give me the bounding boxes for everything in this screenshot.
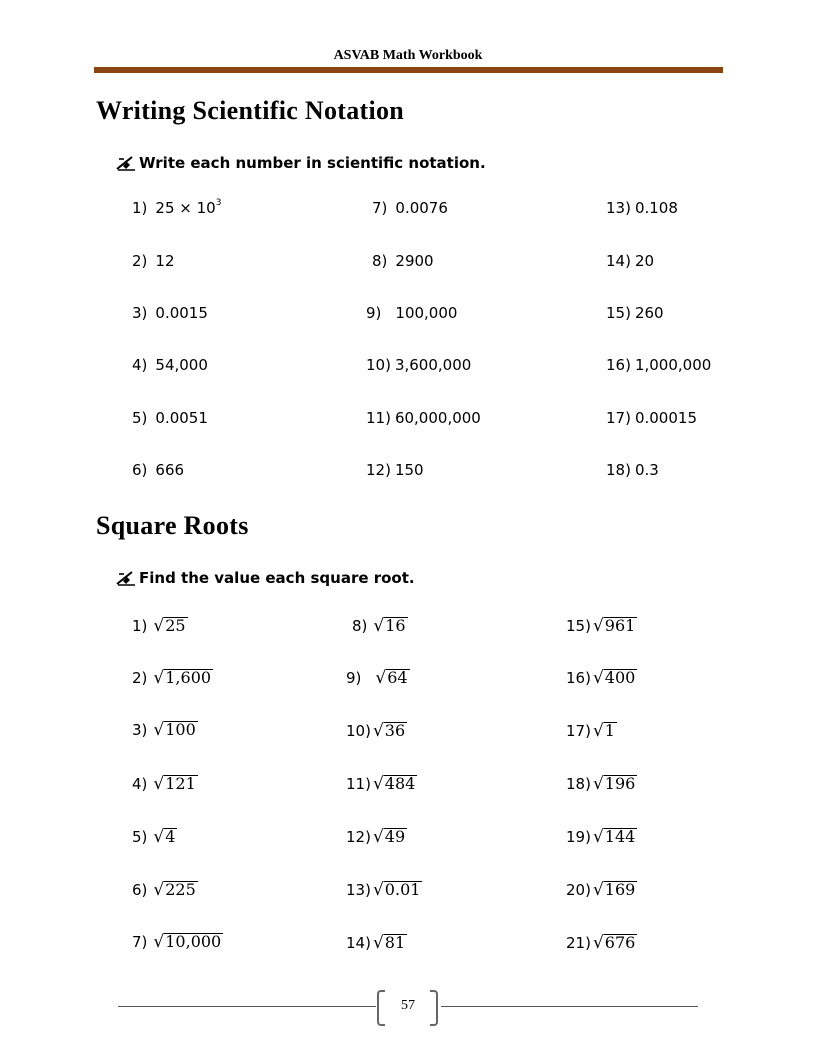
- problem-value: 54,000: [155, 356, 208, 374]
- page-number: 57: [401, 998, 415, 1013]
- root-problem-12: [346, 825, 407, 849]
- problem-number: 17): [606, 409, 631, 427]
- sci-problem-3: [132, 301, 208, 325]
- root-problem-13: [346, 878, 422, 902]
- problem-value: 1,000,000: [634, 356, 712, 374]
- section-title-roots: Square Roots: [96, 511, 249, 540]
- problem-number: 12): [366, 461, 391, 479]
- radical: [153, 669, 213, 687]
- radical-sign: √: [373, 615, 385, 636]
- pencil-icon: [115, 569, 137, 587]
- footer-bracket-right: [430, 990, 438, 1026]
- problem-number: 9): [346, 669, 362, 687]
- sci-problem-8: [372, 249, 434, 273]
- root-problem-20: [566, 878, 637, 902]
- sci-problem-13: [606, 196, 678, 220]
- radical: [373, 828, 407, 846]
- root-problem-2: [132, 666, 213, 690]
- root-problem-3: [132, 718, 198, 742]
- sci-problem-4: [132, 353, 208, 377]
- problem-number: 4): [132, 356, 148, 374]
- radicand: 4: [165, 827, 176, 847]
- footer-rule-right: [441, 1006, 698, 1007]
- root-problem-21: [566, 931, 637, 955]
- radical: [593, 669, 637, 687]
- problem-value: [155, 199, 221, 217]
- radical-sign: √: [375, 667, 387, 688]
- radicand: 36: [384, 721, 406, 741]
- problem-number: 16): [566, 669, 591, 687]
- root-problem-15: [566, 614, 637, 638]
- root-problem-14: [346, 931, 407, 955]
- radicand: 25: [165, 616, 186, 636]
- problem-number: 15): [566, 617, 591, 635]
- radicand: 81: [384, 933, 406, 953]
- sci-problem-9: [366, 301, 457, 325]
- radicand: 100: [165, 720, 196, 740]
- radical-sign: √: [372, 826, 384, 847]
- problem-value: 260: [634, 304, 664, 322]
- problem-value: 20: [634, 252, 655, 270]
- radical-sign: √: [592, 879, 604, 900]
- problem-number: 7): [372, 199, 388, 217]
- problem-value: 0.108: [634, 199, 678, 217]
- problem-number: 10): [346, 722, 371, 740]
- radicand: 400: [604, 668, 636, 688]
- radical: [593, 617, 637, 635]
- sci-problem-14: [606, 249, 654, 273]
- radicand: 10,000: [165, 932, 222, 952]
- problem-value: 60,000,000: [394, 409, 481, 427]
- problem-number: 13): [606, 199, 631, 217]
- root-problem-5: [132, 825, 177, 849]
- radical-sign: √: [592, 720, 604, 741]
- problem-number: 7): [132, 933, 148, 951]
- instruction-scientific: [115, 154, 486, 172]
- radical: [373, 934, 407, 952]
- problem-number: 1): [132, 617, 148, 635]
- radical: [373, 881, 422, 899]
- root-problem-18: [566, 772, 637, 796]
- sci-problem-1: [132, 196, 221, 220]
- radical: [593, 881, 637, 899]
- root-problem-10: [346, 719, 407, 743]
- sci-problem-6: [132, 458, 184, 482]
- radicand: 144: [604, 827, 636, 847]
- pencil-icon: [115, 154, 137, 172]
- radical-sign: √: [592, 615, 604, 636]
- radicand: 169: [604, 880, 636, 900]
- radical-sign: √: [153, 826, 165, 847]
- problem-number: 11): [346, 775, 371, 793]
- radical: [593, 934, 637, 952]
- problem-number: 18): [566, 775, 591, 793]
- radicand: 484: [384, 774, 416, 794]
- problem-number: 21): [566, 934, 591, 952]
- sci-problem-12: [366, 458, 424, 482]
- problem-value: 0.3: [634, 461, 659, 479]
- problem-number: 6): [132, 881, 148, 899]
- problem-number: 10): [366, 356, 391, 374]
- problem-number: 12): [346, 828, 371, 846]
- radical-sign: √: [153, 931, 165, 952]
- radical-sign: √: [153, 773, 165, 794]
- radical: [373, 775, 417, 793]
- sci-problem-5: [132, 406, 208, 430]
- problem-number: 8): [352, 617, 368, 635]
- problem-value: 0.0051: [155, 409, 208, 427]
- problem-number: 19): [566, 828, 591, 846]
- radical-sign: √: [372, 720, 384, 741]
- problem-number: 14): [346, 934, 371, 952]
- problem-number: 6): [132, 461, 148, 479]
- problem-number: 3): [132, 304, 148, 322]
- problem-value: 666: [155, 461, 185, 479]
- radicand: 1: [604, 721, 615, 741]
- problem-value: 12: [155, 252, 175, 270]
- problem-number: 18): [606, 461, 631, 479]
- sci-problem-15: [606, 301, 664, 325]
- radicand: 196: [604, 774, 636, 794]
- problem-number: 16): [606, 356, 631, 374]
- problem-value: 0.0076: [395, 199, 448, 217]
- exponent: 3: [215, 198, 222, 208]
- sci-problem-11: [366, 406, 481, 430]
- root-problem-17: [566, 719, 617, 743]
- radicand: 961: [604, 616, 636, 636]
- radicand: 64: [387, 668, 408, 688]
- problem-value: 150: [394, 461, 424, 479]
- radical-sign: √: [372, 879, 384, 900]
- radicand: 16: [385, 616, 406, 636]
- radical: [373, 617, 407, 635]
- problem-number: 5): [132, 409, 148, 427]
- radical: [593, 828, 637, 846]
- problem-number: 13): [346, 881, 371, 899]
- instruction-text: Find the value each square root.: [139, 569, 415, 587]
- radical: [153, 933, 223, 951]
- problem-number: 2): [132, 252, 148, 270]
- root-problem-6: [132, 878, 198, 902]
- problem-value: 100,000: [395, 304, 458, 322]
- problem-number: 17): [566, 722, 591, 740]
- radical: [153, 775, 197, 793]
- radical-sign: √: [153, 667, 165, 688]
- radicand: 49: [384, 827, 406, 847]
- problem-number: 20): [566, 881, 591, 899]
- problem-number: 9): [366, 304, 382, 322]
- root-problem-11: [346, 772, 417, 796]
- radical: [375, 669, 409, 687]
- radical-sign: √: [592, 932, 604, 953]
- root-problem-9: [346, 666, 410, 690]
- radical: [153, 828, 177, 846]
- radical: [153, 617, 187, 635]
- problem-number: 2): [132, 669, 148, 687]
- radical-sign: √: [153, 615, 165, 636]
- radical-sign: √: [592, 826, 604, 847]
- book-title: ASVAB Math Workbook: [333, 48, 483, 63]
- sci-problem-7: [372, 196, 448, 220]
- header-rule: [94, 67, 723, 73]
- root-problem-1: [132, 614, 188, 638]
- section-title-scientific: Writing Scientific Notation: [96, 96, 405, 125]
- problem-number: 8): [372, 252, 388, 270]
- radicand: 121: [165, 774, 196, 794]
- problem-number: 1): [132, 199, 148, 217]
- radicand: 1,600: [165, 668, 212, 688]
- problem-number: 4): [132, 775, 148, 793]
- sci-problem-16: [606, 353, 711, 377]
- sci-problem-10: [366, 353, 471, 377]
- radical: [153, 881, 197, 899]
- radical-sign: √: [592, 773, 604, 794]
- radical: [593, 775, 637, 793]
- root-problem-8: [352, 614, 408, 638]
- radical-sign: √: [153, 879, 165, 900]
- radical: [153, 721, 197, 739]
- radicand: 676: [604, 933, 636, 953]
- radical-sign: √: [372, 773, 384, 794]
- problem-text: 25 × 10: [155, 199, 216, 217]
- problem-value: 2900: [395, 252, 434, 270]
- sci-problem-2: [132, 249, 175, 273]
- problem-value: 0.0015: [155, 304, 208, 322]
- problem-number: 11): [366, 409, 391, 427]
- problem-number: 14): [606, 252, 631, 270]
- instruction-text: Write each number in scientific notation.: [139, 154, 486, 172]
- instruction-roots: [115, 569, 415, 587]
- root-problem-16: [566, 666, 637, 690]
- problem-number: 15): [606, 304, 631, 322]
- radical: [593, 722, 617, 740]
- sci-problem-17: [606, 406, 697, 430]
- radicand: 0.01: [384, 880, 421, 900]
- radical-sign: √: [592, 667, 604, 688]
- root-problem-19: [566, 825, 637, 849]
- root-problem-7: [132, 930, 223, 954]
- radical-sign: √: [153, 719, 165, 740]
- sci-problem-18: [606, 458, 659, 482]
- root-problem-4: [132, 772, 198, 796]
- radical: [373, 722, 407, 740]
- problem-value: 0.00015: [634, 409, 697, 427]
- problem-number: 3): [132, 721, 148, 739]
- radical-sign: √: [372, 932, 384, 953]
- problem-number: 5): [132, 828, 148, 846]
- radicand: 225: [165, 880, 196, 900]
- problem-value: 3,600,000: [394, 356, 472, 374]
